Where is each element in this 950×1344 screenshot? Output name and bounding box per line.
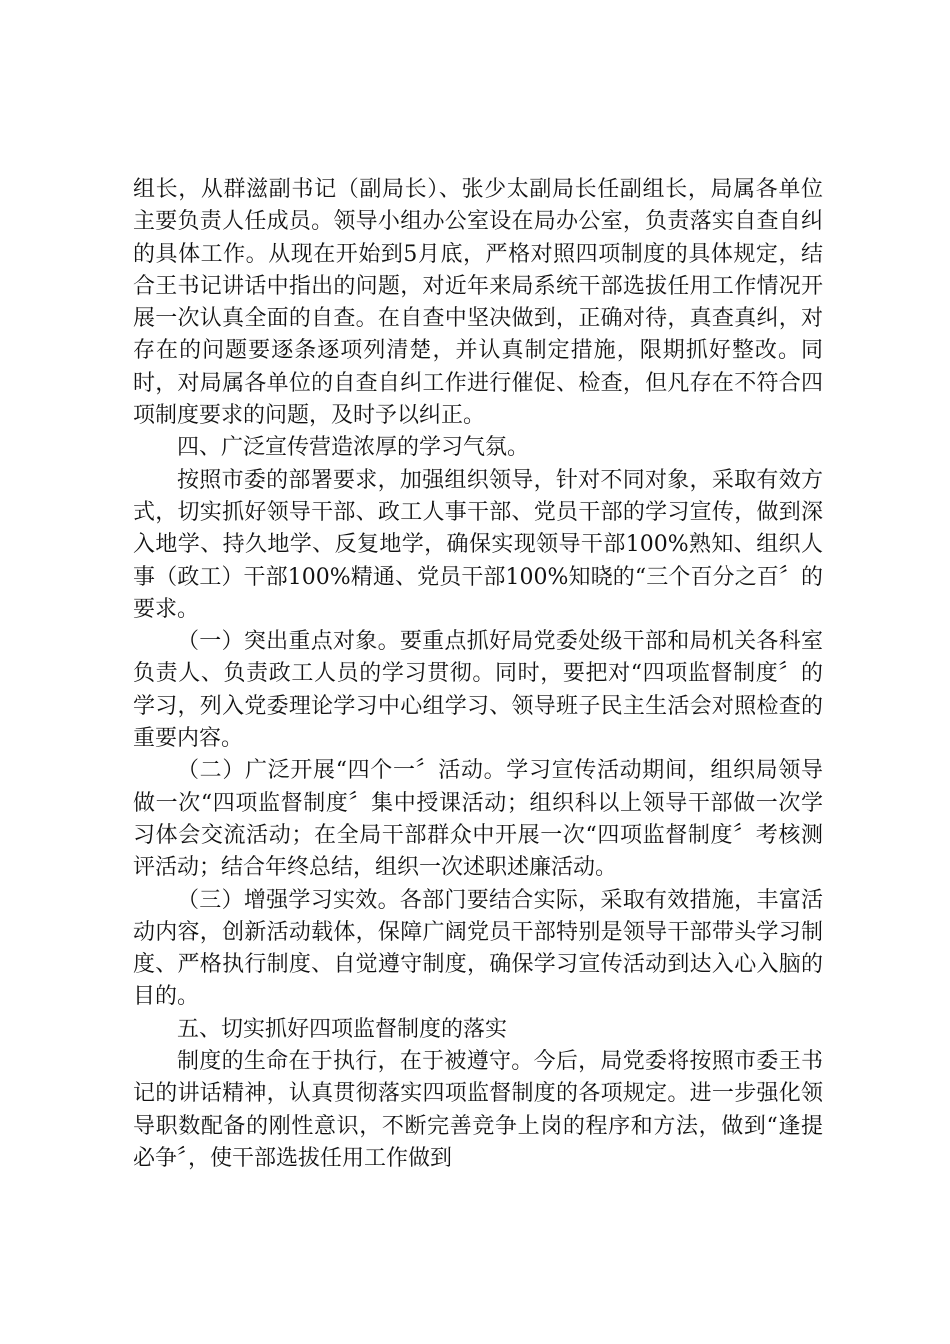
document-body <box>133 174 823 1175</box>
section-heading-four: 四、广泛宣传营造浓厚的学习气氛。 <box>177 435 530 461</box>
paragraph: 制度的生命在于执行，在于被遵守。今后，局党委将按照市委王书记的讲话精神，认真贯彻落实四项监督制度的各项规定。进一步强化领导职数配备的刚性意识，不断完善竞争上岗的程序和方法，做到“逢提必争〞，使干部选拔任用工作做到 <box>133 1049 823 1171</box>
paragraph-item-three: （三）增强学习实效。各部门要结合实际，采取有效措施，丰富活动内容，创新活动载体，保障广阔党员干部特别是领导干部带头学习制度、严格执行制度、自觉遵守制度，确保学习宣传活动到达入心入脑的目的。 <box>133 887 823 1010</box>
paragraph: 按照市委的部署要求，加强组织领导，针对不同对象，采取有效方式，切实抓好领导干部、政工人事干部、党员干部的学习宣传，做到深入地学、持久地学、反复地学，确保实现领导干部100%熟知、组织人事（政工）干部100%精通、党员干部100%知晓的“三个百分之百〞的要求。 <box>133 467 823 622</box>
section-heading-five: 五、切实抓好四项监督制度的落实 <box>177 1016 508 1042</box>
paragraph-continuation: 组长，从群滋副书记（副局长）、张少太副局长任副组长，局属各单位主要负责人任成员。领导小组办公室设在局办公室，负责落实自查自纠的具体工作。从现在开始到5月底，严格对照四项制度的具体规定，结合王书记讲话中指出的问题，对近年来局系统干部选拔任用工作情况开展一次认真全面的自查。在自查中坚决做到，正确对待，真查真纠，对存在的问题要逐条逐项列清楚，并认真制定措施，限期抓好整改。同时，对局属各单位的自查自纠工作进行催促、检查，但凡存在不符合四项制度要求的问题，及时予以纠正。 <box>133 177 823 429</box>
paragraph-item-one: （一）突出重点对象。要重点抓好局党委处级干部和局机关各科室负责人、负责政工人员的学习贯彻。同时，要把对“四项监督制度〞的学习，列入党委理论学习中心组学习、领导班子民主生活会对照检查的重要内容。 <box>133 629 823 752</box>
paragraph-item-two: （二）广泛开展“四个一〞活动。学习宣传活动期间，组织局领导做一次“四项监督制度〞集中授课活动；组织科以上领导干部做一次学习体会交流活动；在全局干部群众中开展一次“四项监督制度〞考核测评活动；结合年终总结，组织一次述职述廉活动。 <box>133 758 823 881</box>
